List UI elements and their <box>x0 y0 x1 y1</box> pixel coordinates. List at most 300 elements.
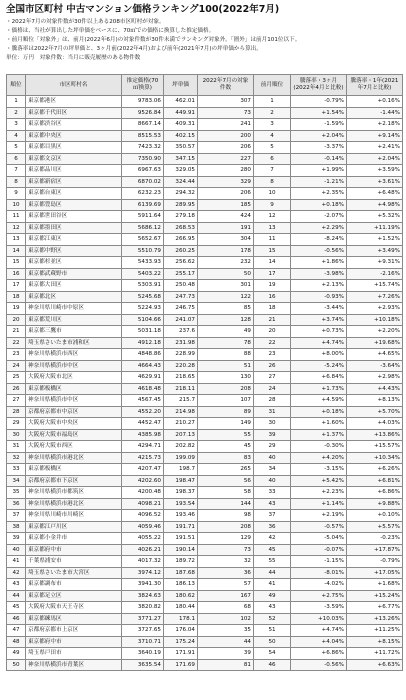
cell-prev-rank: 20 <box>254 326 291 338</box>
cell-rank: 47 <box>7 625 26 637</box>
cell-change-1y: +6.77% <box>347 602 403 614</box>
cell-change-1y: +2.04% <box>347 153 403 165</box>
cell-prev-rank: 14 <box>254 257 291 269</box>
cell-rank: 37 <box>7 510 26 522</box>
table-row <box>7 590 403 602</box>
cell-count: 32 <box>198 556 254 568</box>
cell-count: 44 <box>198 636 254 648</box>
table-row <box>7 625 403 637</box>
cell-change-3m: +2.75% <box>291 590 347 602</box>
cell-rank: 23 <box>7 349 26 361</box>
cell-change-1y: +8.13% <box>347 395 403 407</box>
cell-change-1y: +13.86% <box>347 429 403 441</box>
cell-change-3m: -3.98% <box>291 268 347 280</box>
table-row <box>7 153 403 165</box>
cell-tsubo: 324.44 <box>164 176 198 188</box>
cell-rank: 10 <box>7 199 26 211</box>
cell-prev-rank: 50 <box>254 636 291 648</box>
table-row <box>7 280 403 292</box>
cell-prev-rank: 36 <box>254 521 291 533</box>
cell-change-3m: -2.07% <box>291 211 347 223</box>
cell-change-3m: -0.56% <box>291 245 347 257</box>
cell-city: 東京都墨田区 <box>26 222 122 234</box>
cell-change-1y: +13.26% <box>347 613 403 625</box>
cell-count: 185 <box>198 199 254 211</box>
cell-change-1y: +2.18% <box>347 119 403 131</box>
notes-block <box>6 18 402 63</box>
cell-prev-rank: 37 <box>254 510 291 522</box>
cell-change-3m: +1.37% <box>291 429 347 441</box>
cell-tsubo: 193.46 <box>164 510 198 522</box>
cell-price: 5403.22 <box>122 268 164 280</box>
table-body <box>7 96 403 671</box>
cell-change-1y: +8.15% <box>347 636 403 648</box>
cell-rank: 50 <box>7 659 26 671</box>
cell-count: 265 <box>198 464 254 476</box>
cell-change-3m: +2.29% <box>291 222 347 234</box>
cell-tsubo: 198.7 <box>164 464 198 476</box>
cell-change-1y: +3.49% <box>347 245 403 257</box>
cell-rank: 33 <box>7 464 26 476</box>
header-count: 2022年7月の対象件数 <box>198 75 254 96</box>
cell-rank: 28 <box>7 406 26 418</box>
cell-city: 埼玉県戸田市 <box>26 648 122 660</box>
cell-prev-rank: 45 <box>254 544 291 556</box>
cell-city: 埼玉県さいたま市大宮区 <box>26 567 122 579</box>
cell-tsubo: 198.47 <box>164 475 198 487</box>
cell-price: 3820.82 <box>122 602 164 614</box>
cell-price: 5433.93 <box>122 257 164 269</box>
table-row <box>7 521 403 533</box>
cell-change-3m: +0.18% <box>291 199 347 211</box>
cell-city: 神奈川県横浜市港北区 <box>26 498 122 510</box>
cell-city: 神奈川県横浜市港北区 <box>26 452 122 464</box>
cell-rank: 44 <box>7 590 26 602</box>
cell-change-3m: +0.18% <box>291 406 347 418</box>
cell-change-3m: +5.42% <box>291 475 347 487</box>
cell-change-1y: -2.16% <box>347 268 403 280</box>
cell-change-3m: +2.35% <box>291 188 347 200</box>
table-row <box>7 234 403 246</box>
table-row <box>7 464 403 476</box>
cell-change-3m: +6.86% <box>291 648 347 660</box>
cell-tsubo: 462.01 <box>164 96 198 108</box>
cell-change-3m: -1.21% <box>291 176 347 188</box>
cell-count: 102 <box>198 613 254 625</box>
cell-rank: 22 <box>7 337 26 349</box>
cell-prev-rank: 22 <box>254 337 291 349</box>
cell-count: 107 <box>198 395 254 407</box>
cell-change-1y: +2.98% <box>347 372 403 384</box>
cell-count: 208 <box>198 521 254 533</box>
table-row <box>7 372 403 384</box>
header-rank: 順位 <box>7 75 26 96</box>
cell-count: 45 <box>198 441 254 453</box>
cell-prev-rank: 26 <box>254 360 291 372</box>
cell-prev-rank: 31 <box>254 406 291 418</box>
cell-count: 49 <box>198 326 254 338</box>
cell-price: 5911.64 <box>122 211 164 223</box>
cell-prev-rank: 16 <box>254 291 291 303</box>
note-line: ・価格は、当社が算出した坪単価をベースに、70㎡での価格に換算した推定価格。 <box>6 27 215 34</box>
cell-count: 144 <box>198 498 254 510</box>
cell-city: 東京都豊島区 <box>26 199 122 211</box>
cell-change-3m: -0.93% <box>291 291 347 303</box>
cell-prev-rank: 40 <box>254 475 291 487</box>
cell-price: 3640.19 <box>122 648 164 660</box>
cell-price: 5245.68 <box>122 291 164 303</box>
cell-prev-rank: 52 <box>254 613 291 625</box>
cell-change-1y: -1.44% <box>347 107 403 119</box>
cell-change-1y: +1.52% <box>347 234 403 246</box>
cell-count: 424 <box>198 211 254 223</box>
table-row <box>7 395 403 407</box>
cell-change-1y: -3.64% <box>347 360 403 372</box>
cell-city: 大阪府大阪市西区 <box>26 441 122 453</box>
cell-tsubo: 350.57 <box>164 142 198 154</box>
cell-tsubo: 199.09 <box>164 452 198 464</box>
cell-change-3m: -3.59% <box>291 602 347 614</box>
table-row <box>7 579 403 591</box>
table-row <box>7 475 403 487</box>
cell-rank: 8 <box>7 176 26 188</box>
note-line: ・騰落率は2022年7月の坪単価と、3ヶ月前(2022年4月)および前年(2021年7月)の坪単価から算出。 <box>6 45 262 52</box>
cell-prev-rank: 19 <box>254 280 291 292</box>
cell-tsubo: 214.98 <box>164 406 198 418</box>
cell-city: 京都府京都市上京区 <box>26 625 122 637</box>
cell-tsubo: 186.13 <box>164 579 198 591</box>
table-row <box>7 291 403 303</box>
cell-rank: 13 <box>7 234 26 246</box>
cell-rank: 12 <box>7 222 26 234</box>
cell-rank: 43 <box>7 579 26 591</box>
cell-change-1y: +3.59% <box>347 165 403 177</box>
cell-price: 4294.71 <box>122 441 164 453</box>
cell-tsubo: 175.24 <box>164 636 198 648</box>
cell-change-1y: +0.16% <box>347 96 403 108</box>
cell-city: 神奈川県横浜市中区 <box>26 395 122 407</box>
cell-price: 5510.79 <box>122 245 164 257</box>
cell-prev-rank: 21 <box>254 314 291 326</box>
cell-change-1y: +19.68% <box>347 337 403 349</box>
cell-city: 東京都武蔵野市 <box>26 268 122 280</box>
cell-rank: 30 <box>7 429 26 441</box>
cell-city: 東京都荒川区 <box>26 314 122 326</box>
table-row <box>7 337 403 349</box>
cell-tsubo: 294.32 <box>164 188 198 200</box>
cell-city: 埼玉県さいたま市浦和区 <box>26 337 122 349</box>
cell-price: 3727.65 <box>122 625 164 637</box>
cell-city: 千葉県浦安市 <box>26 556 122 568</box>
cell-tsubo: 256.62 <box>164 257 198 269</box>
cell-rank: 15 <box>7 257 26 269</box>
cell-count: 149 <box>198 418 254 430</box>
cell-change-3m: -1.59% <box>291 119 347 131</box>
cell-city: 神奈川県横浜市青葉区 <box>26 659 122 671</box>
cell-prev-rank: 41 <box>254 579 291 591</box>
cell-count: 36 <box>198 567 254 579</box>
cell-change-3m: -3.37% <box>291 142 347 154</box>
table-row <box>7 314 403 326</box>
cell-city: 神奈川県川崎市川崎区 <box>26 510 122 522</box>
cell-change-1y: -0.79% <box>347 556 403 568</box>
cell-rank: 20 <box>7 314 26 326</box>
cell-change-3m: +4.59% <box>291 395 347 407</box>
table-row <box>7 567 403 579</box>
cell-price: 4629.91 <box>122 372 164 384</box>
cell-city: 東京都江戸川区 <box>26 521 122 533</box>
cell-price: 4096.52 <box>122 510 164 522</box>
table-row <box>7 648 403 660</box>
cell-change-3m: -5.24% <box>291 360 347 372</box>
cell-rank: 38 <box>7 521 26 533</box>
cell-price: 4017.32 <box>122 556 164 568</box>
cell-price: 4664.43 <box>122 360 164 372</box>
cell-prev-rank: 44 <box>254 567 291 579</box>
cell-price: 4848.86 <box>122 349 164 361</box>
table-row <box>7 176 403 188</box>
cell-tsubo: 180.62 <box>164 590 198 602</box>
cell-city: 東京都練馬区 <box>26 613 122 625</box>
cell-count: 51 <box>198 360 254 372</box>
cell-prev-rank: 43 <box>254 498 291 510</box>
cell-prev-rank: 24 <box>254 383 291 395</box>
cell-rank: 39 <box>7 533 26 545</box>
cell-prev-rank: 12 <box>254 211 291 223</box>
cell-change-1y: +6.81% <box>347 475 403 487</box>
cell-city: 東京都府中市 <box>26 544 122 556</box>
cell-change-1y: +15.57% <box>347 441 403 453</box>
cell-tsubo: 247.73 <box>164 291 198 303</box>
cell-count: 83 <box>198 452 254 464</box>
table-row <box>7 418 403 430</box>
cell-rank: 36 <box>7 498 26 510</box>
cell-count: 56 <box>198 475 254 487</box>
cell-rank: 29 <box>7 418 26 430</box>
cell-rank: 45 <box>7 602 26 614</box>
cell-change-3m: +3.74% <box>291 314 347 326</box>
cell-change-1y: +17.05% <box>347 567 403 579</box>
cell-tsubo: 409.31 <box>164 119 198 131</box>
note-line: ・2022年7月の対象件数が30件以上ある208市区町村が対象。 <box>6 19 165 25</box>
cell-count: 73 <box>198 544 254 556</box>
cell-price: 6139.69 <box>122 199 164 211</box>
table-row <box>7 107 403 119</box>
cell-prev-rank: 55 <box>254 556 291 568</box>
cell-tsubo: 329.05 <box>164 165 198 177</box>
cell-price: 4552.20 <box>122 406 164 418</box>
cell-tsubo: 268.53 <box>164 222 198 234</box>
cell-prev-rank: 2 <box>254 107 291 119</box>
cell-count: 241 <box>198 119 254 131</box>
cell-city: 東京都品川区 <box>26 165 122 177</box>
cell-price: 5652.67 <box>122 234 164 246</box>
cell-change-3m: -8.24% <box>291 234 347 246</box>
cell-change-3m: +4.74% <box>291 625 347 637</box>
cell-count: 206 <box>198 142 254 154</box>
cell-price: 4215.73 <box>122 452 164 464</box>
header-prev-rank: 前月順位 <box>254 75 291 96</box>
cell-price: 5303.91 <box>122 280 164 292</box>
cell-count: 58 <box>198 487 254 499</box>
cell-tsubo: 266.95 <box>164 234 198 246</box>
note-line: ・前月順位「対象外」は、前月(2022年6月)の対象件数が30件未満でランキング対象外。「圏外」は前月101位以下。 <box>6 36 301 43</box>
header-tsubo: 坪単価 <box>164 75 198 96</box>
cell-change-3m: +2.23% <box>291 487 347 499</box>
cell-rank: 32 <box>7 452 26 464</box>
cell-rank: 11 <box>7 211 26 223</box>
cell-change-1y: +4.03% <box>347 418 403 430</box>
cell-change-3m: +8.00% <box>291 349 347 361</box>
cell-change-3m: +4.74% <box>291 337 347 349</box>
cell-count: 39 <box>198 648 254 660</box>
cell-tsubo: 207.13 <box>164 429 198 441</box>
cell-count: 78 <box>198 337 254 349</box>
cell-rank: 41 <box>7 556 26 568</box>
cell-change-1y: +1.68% <box>347 579 403 591</box>
cell-tsubo: 218.65 <box>164 372 198 384</box>
cell-count: 85 <box>198 303 254 315</box>
cell-change-1y: +2.20% <box>347 326 403 338</box>
cell-change-1y: +6.86% <box>347 487 403 499</box>
note-line: 単位：万円 対象件数：当月に販売履歴のある物件数 <box>6 54 141 61</box>
table-row <box>7 498 403 510</box>
cell-price: 4912.18 <box>122 337 164 349</box>
header-city: 市区町村名 <box>26 75 122 96</box>
cell-rank: 17 <box>7 280 26 292</box>
cell-change-1y: +10.34% <box>347 452 403 464</box>
cell-count: 98 <box>198 510 254 522</box>
cell-change-1y: +17.87% <box>347 544 403 556</box>
cell-change-1y: +15.24% <box>347 590 403 602</box>
cell-change-3m: +1.60% <box>291 418 347 430</box>
cell-price: 9526.84 <box>122 107 164 119</box>
cell-change-3m: +2.04% <box>291 130 347 142</box>
cell-tsubo: 228.99 <box>164 349 198 361</box>
cell-rank: 48 <box>7 636 26 648</box>
cell-change-1y: -0.23% <box>347 533 403 545</box>
cell-count: 304 <box>198 234 254 246</box>
cell-count: 89 <box>198 406 254 418</box>
ranking-table <box>6 74 403 671</box>
cell-city: 東京都三鷹市 <box>26 326 122 338</box>
cell-change-1y: +5.32% <box>347 211 403 223</box>
cell-rank: 2 <box>7 107 26 119</box>
cell-change-3m: +1.73% <box>291 383 347 395</box>
cell-change-3m: -8.01% <box>291 567 347 579</box>
cell-count: 307 <box>198 96 254 108</box>
cell-change-3m: +1.54% <box>291 107 347 119</box>
cell-change-1y: +10.18% <box>347 314 403 326</box>
cell-price: 5104.66 <box>122 314 164 326</box>
cell-prev-rank: 42 <box>254 533 291 545</box>
cell-price: 6870.02 <box>122 176 164 188</box>
header-change-1y: 騰落率・1年(2021年7月と比較) <box>347 75 403 96</box>
cell-city: 東京都調布市 <box>26 579 122 591</box>
cell-city: 東京都新宿区 <box>26 176 122 188</box>
table-row <box>7 636 403 648</box>
cell-price: 3824.63 <box>122 590 164 602</box>
cell-prev-rank: 23 <box>254 349 291 361</box>
cell-tsubo: 191.51 <box>164 533 198 545</box>
cell-prev-rank: 11 <box>254 234 291 246</box>
cell-tsubo: 202.82 <box>164 441 198 453</box>
cell-rank: 9 <box>7 188 26 200</box>
cell-prev-rank: 29 <box>254 441 291 453</box>
cell-tsubo: 178.1 <box>164 613 198 625</box>
cell-count: 301 <box>198 280 254 292</box>
header-change-3m: 騰落率・3ヶ月(2022年4月と比較) <box>291 75 347 96</box>
cell-rank: 6 <box>7 153 26 165</box>
cell-price: 7350.90 <box>122 153 164 165</box>
cell-city: 神奈川県横浜市西区 <box>26 349 122 361</box>
cell-change-1y: +2.93% <box>347 303 403 315</box>
cell-change-3m: -3.44% <box>291 303 347 315</box>
cell-city: 東京都中央区 <box>26 130 122 142</box>
cell-city: 京都府京都市中京区 <box>26 406 122 418</box>
cell-tsubo: 198.37 <box>164 487 198 499</box>
table-row <box>7 556 403 568</box>
table-row <box>7 130 403 142</box>
cell-price: 4567.45 <box>122 395 164 407</box>
cell-change-1y: +4.98% <box>347 199 403 211</box>
cell-city: 大阪府大阪市北区 <box>26 372 122 384</box>
cell-city: 東京都目黒区 <box>26 142 122 154</box>
cell-change-1y: +15.74% <box>347 280 403 292</box>
cell-change-3m: -0.30% <box>291 441 347 453</box>
table-row <box>7 360 403 372</box>
table-row <box>7 142 403 154</box>
cell-tsubo: 260.25 <box>164 245 198 257</box>
cell-change-1y: +5.57% <box>347 521 403 533</box>
cell-count: 129 <box>198 533 254 545</box>
cell-prev-rank: 18 <box>254 303 291 315</box>
cell-rank: 49 <box>7 648 26 660</box>
cell-prev-rank: 1 <box>254 96 291 108</box>
cell-count: 191 <box>198 222 254 234</box>
cell-city: 神奈川県横浜市都筑区 <box>26 487 122 499</box>
cell-city: 東京都渋谷区 <box>26 119 122 131</box>
cell-tsubo: 171.91 <box>164 648 198 660</box>
cell-rank: 35 <box>7 487 26 499</box>
cell-price: 4200.48 <box>122 487 164 499</box>
cell-tsubo: 189.72 <box>164 556 198 568</box>
cell-change-1y: +5.70% <box>347 406 403 418</box>
cell-tsubo: 176.04 <box>164 625 198 637</box>
cell-price: 8667.14 <box>122 119 164 131</box>
cell-prev-rank: 10 <box>254 188 291 200</box>
cell-change-3m: +1.86% <box>291 257 347 269</box>
cell-count: 50 <box>198 268 254 280</box>
cell-change-1y: +6.48% <box>347 188 403 200</box>
cell-tsubo: 255.17 <box>164 268 198 280</box>
table-row <box>7 222 403 234</box>
cell-change-1y: +4.43% <box>347 383 403 395</box>
cell-tsubo: 191.71 <box>164 521 198 533</box>
cell-city: 大阪府大阪市天王寺区 <box>26 602 122 614</box>
cell-tsubo: 180.44 <box>164 602 198 614</box>
table-row <box>7 533 403 545</box>
cell-rank: 27 <box>7 395 26 407</box>
cell-city: 東京都世田谷区 <box>26 211 122 223</box>
cell-tsubo: 215.7 <box>164 395 198 407</box>
cell-rank: 18 <box>7 291 26 303</box>
table-row <box>7 487 403 499</box>
cell-price: 4059.46 <box>122 521 164 533</box>
cell-change-3m: -4.02% <box>291 579 347 591</box>
cell-prev-rank: 54 <box>254 648 291 660</box>
cell-price: 7423.32 <box>122 142 164 154</box>
